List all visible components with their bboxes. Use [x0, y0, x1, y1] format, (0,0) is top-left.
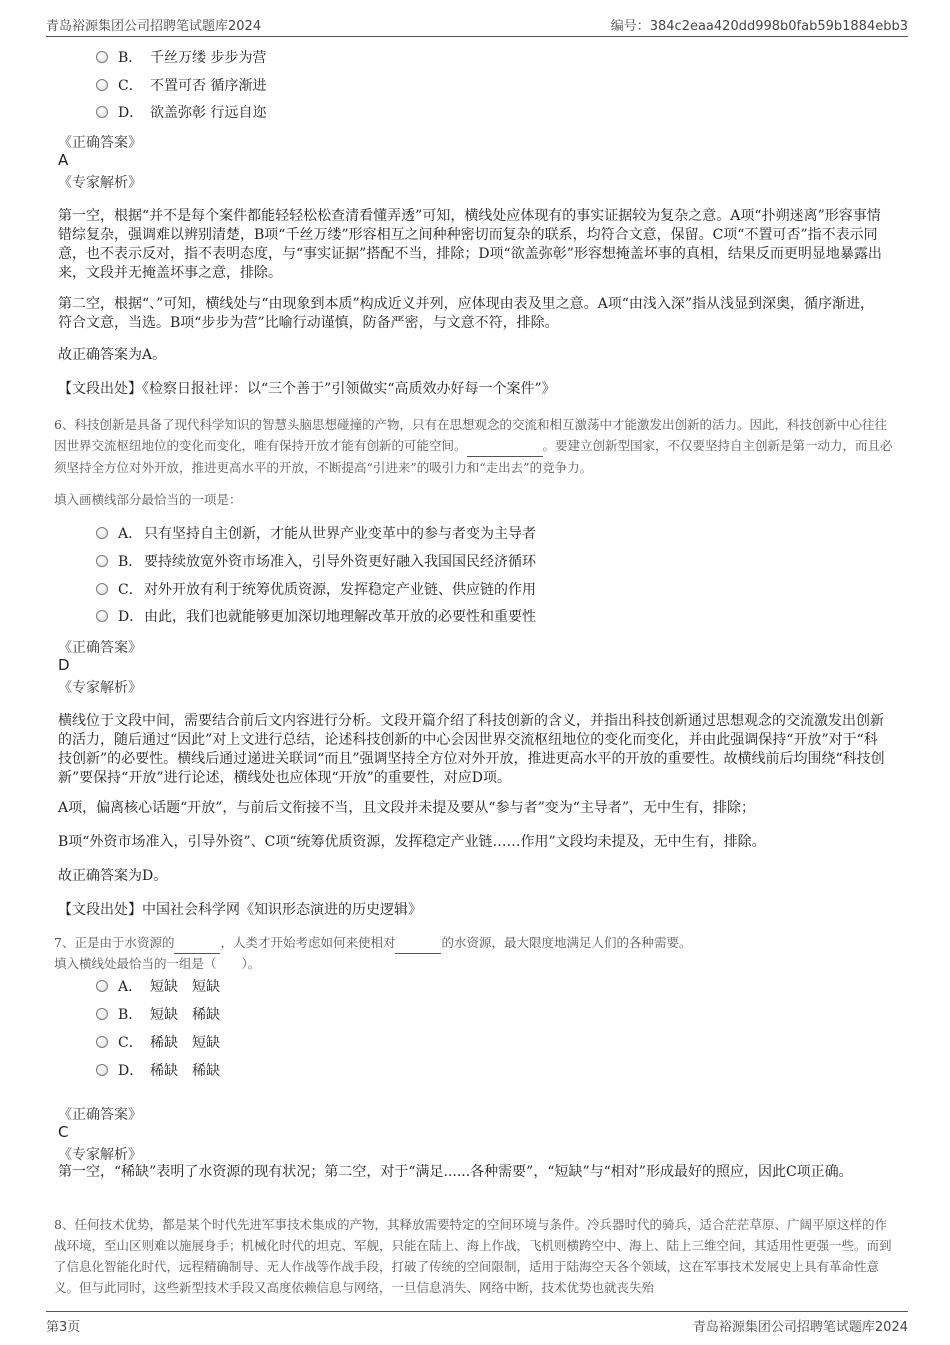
radio-icon[interactable] [96, 980, 108, 992]
q5-analysis-heading: 《专家解析》 [58, 175, 142, 191]
q7-option-d[interactable]: D． 稀缺 稀缺 [96, 1061, 220, 1081]
q8-stem: 8、任何技术优势，都是某个时代先进军事技术集成的产物，其释放需要特定的空间环境与条件。冷兵器时代的骑兵，适合茫茫草原、广阔平原这样的作战环境，至山区则难以施展身手；机械化时代的坦克、军舰，只能在陆上、海上作战，飞机则横跨空中、海上、陆上三维空间，其适用性更强一些。而到了信息化智能化时代，远程精确制导、无人作战等作战手段，打破了传统的空间限制，适用于陆海空天各个领域，这在军事技术发展史上具有革命性意义。但与此同时，这些新型技术手段又高度依赖信息与网络，一旦信息消失、网络中断，技术优势也就丧失殆 [54, 1217, 892, 1295]
q5-analysis-paragraph-2: 第二空，根据“、”可知，横线处与“由现象到本质”构成近义并列，应体现由表及里之意。A项“由浅入深”指从浅显到深奥，循序渐进，符合文意，当选。B项“步步为营”比喻行动谨慎，防备严密，与文意不符，排除。 [58, 296, 875, 331]
q7-option-a[interactable]: A． 短缺 短缺 [96, 977, 220, 997]
q7-answer: C [58, 1123, 69, 1141]
q6-analysis-paragraph-1: 横线位于文段中间，需要结合前后文内容进行分析。文段开篇介绍了科技创新的含义，并指出科技创新通过思想观念的交流激发出创新的活力，随后通过“因此”对上文进行总结，论述科技创新的中心会因世界交流枢纽地位的变化而变化，并由此强调保持“开放”对于“科技创新”的必要性。横线后通过递进关联词“而且”强调坚持全方位对外开放，推进更高水平的开放的重要性。故横线前后均围绕“科技创新”要保持“开放”进行论述，横线处也应体现“开放”的重要性，对应D项。 [58, 713, 885, 786]
q6-answer: D [58, 656, 70, 674]
q5-conclusion: 故正确答案为A。 [58, 347, 167, 363]
radio-icon[interactable] [96, 79, 108, 91]
page-number: 第3页 [46, 1320, 81, 1335]
q7-answer-heading: 《正确答案》 [58, 1107, 142, 1123]
q7-prompt: 填入横线处最恰当的一组是（ ）。 [54, 956, 261, 971]
q7-option-b[interactable]: B． 短缺 稀缺 [96, 1005, 220, 1025]
q6-analysis-paragraph-3: B项“外资市场准入，引导外资”、C项“统筹优质资源，发挥稳定产业链……作用”文段均未提及，无中生有，排除。 [58, 834, 766, 850]
q5-option-d[interactable]: D． 欲盖弥彰 行远自迩 [96, 103, 266, 123]
q5-option-c[interactable]: C． 不置可否 循序渐进 [96, 76, 266, 96]
q7-analysis-heading: 《专家解析》 [58, 1147, 142, 1163]
q6-source: 【文段出处】中国社会科学网《知识形态演进的历史逻辑》 [58, 902, 422, 918]
q6-option-a[interactable]: A． 只有坚持自主创新，才能从世界产业变革中的参与者变为主导者 [96, 524, 536, 544]
q5-answer-heading: 《正确答案》 [58, 135, 142, 151]
q6-option-d[interactable]: D．由此，我们也就能够更加深切地理解改革开放的必要性和重要性 [96, 607, 536, 627]
q6-conclusion: 故正确答案为D。 [58, 868, 168, 884]
header-title: 青岛裕源集团公司招聘笔试题库2024 [46, 19, 262, 34]
q7-analysis-paragraph: 第一空，“稀缺”表明了水资源的现有状况；第二空，对于“满足......各种需要”，“短缺”与“相对”形成最好的照应，因此C项正确。 [58, 1164, 853, 1180]
q7-stem: 7、正是由于水资源的 ，人类才开始考虑如何来使相对 的水资源，最大限度地满足人们的各种需要。 [54, 933, 896, 954]
blank-line [467, 435, 543, 457]
radio-icon[interactable] [96, 51, 108, 63]
q6-option-c[interactable]: C．对外开放有利于统筹优质资源，发挥稳定产业链、供应链的作用 [96, 580, 536, 600]
page-header [46, 12, 908, 37]
q5-answer: A [58, 151, 69, 169]
blank-line [395, 933, 441, 954]
q6-answer-heading: 《正确答案》 [58, 640, 142, 656]
radio-icon[interactable] [96, 1008, 108, 1020]
radio-icon[interactable] [96, 583, 108, 595]
page-footer [46, 1311, 908, 1336]
radio-icon[interactable] [96, 1064, 108, 1076]
radio-icon[interactable] [96, 1036, 108, 1048]
q6-analysis-paragraph-2: A项，偏离核心话题“开放”，与前后文衔接不当，且文段并未提及要从“参与者”变为“主导者”，无中生有，排除； [58, 800, 756, 816]
q5-option-b[interactable]: B． 千丝万缕 步步为营 [96, 48, 266, 68]
q7-option-c[interactable]: C． 稀缺 短缺 [96, 1033, 220, 1053]
radio-icon[interactable] [96, 610, 108, 622]
q5-source: 【文段出处】《检察日报社评：以“三个善于”引领做实“高质效办好每一个案件”》 [58, 381, 556, 397]
q5-analysis-paragraph-1: 第一空，根据“并不是每个案件都能轻轻松松查清看懂弄透”可知，横线处应体现有的事实证据较为复杂之意。A项“扑朔迷离”形容事情错综复杂，强调难以辨别清楚，B项“千丝万缕”形容相互之间种种密切而复杂的联系，均符合文意，保留。C项“不置可否”指不表示同意，也不表示反对，指不表明态度，与“事实证据”搭配不当，排除；D项“欲盖弥彰”形容想掩盖坏事的真相，结果反而更明显地暴露出来，文段并无掩盖坏事之意，排除。 [58, 208, 882, 281]
footer-title: 青岛裕源集团公司招聘笔试题库2024 [692, 1320, 908, 1335]
radio-icon[interactable] [96, 527, 108, 539]
q6-prompt: 填入画横线部分最恰当的一项是： [54, 492, 242, 507]
header-document-id: 编号：384c2eaa420dd998b0fab59b1884ebb3 [610, 19, 908, 34]
q6-analysis-heading: 《专家解析》 [58, 680, 142, 696]
q6-option-b[interactable]: B． 要持续放宽外资市场准入，引导外资更好融入我国国民经济循环 [96, 552, 536, 572]
blank-line [174, 933, 220, 954]
radio-icon[interactable] [96, 555, 108, 567]
radio-icon[interactable] [96, 106, 108, 118]
q6-stem: 6、科技创新是具备了现代科学知识的智慧头脑思想碰撞的产物，只有在思想观念的交流和相互激荡中才能激发出创新的活力。因此，科技创新中心往往因世界交流枢纽地位的变化而变化，唯有保持开放才能有创新的可能空间。 。要建立创新型国家，不仅要坚持自主创新是第一动力，而且必须坚持全方位对外开放，推进更高水平的开放，不断提高“引进来”的吸引力和“走出去”的竞争力。 [54, 417, 893, 475]
